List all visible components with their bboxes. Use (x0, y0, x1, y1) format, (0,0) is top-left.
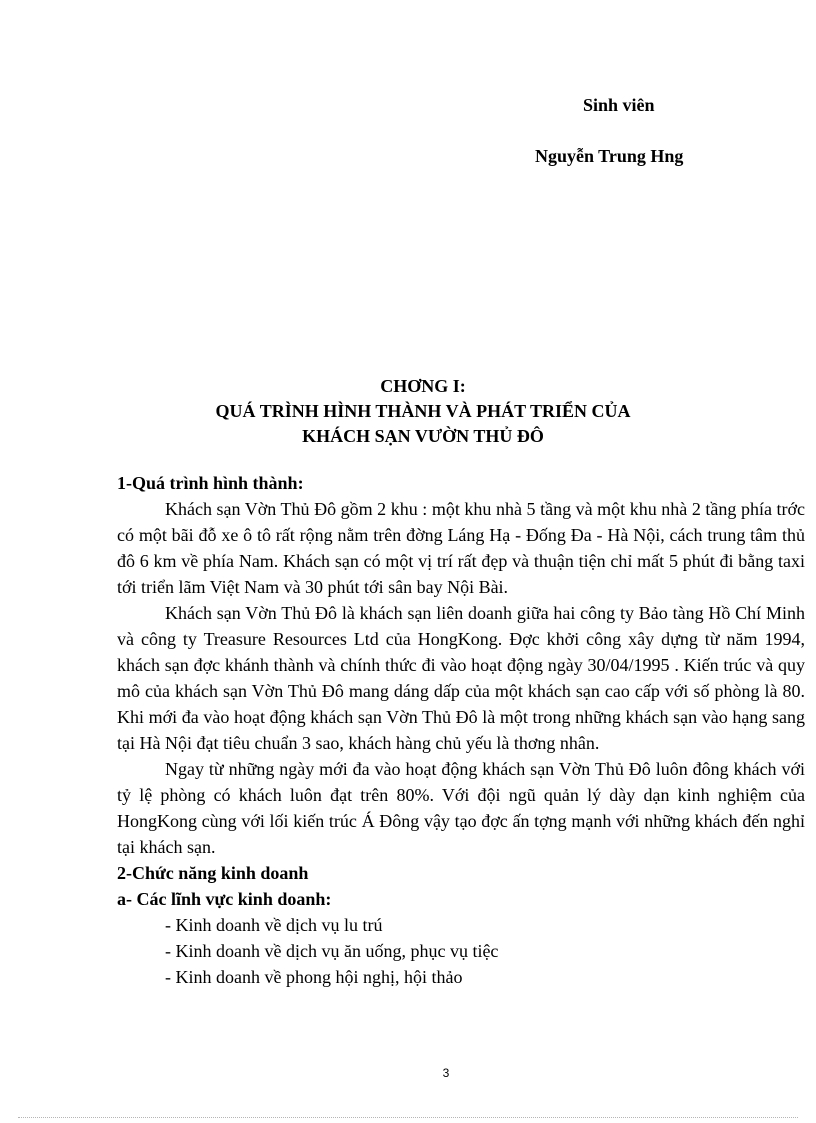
body-content (117, 470, 805, 990)
chapter-title-line-1: QUÁ TRÌNH HÌNH THÀNH VÀ PHÁT TRIỂN CỦA (215, 401, 631, 421)
page-number: 3 (442, 1066, 450, 1080)
list-item: - Kinh doanh về phong hội nghị, hội thảo (165, 967, 463, 987)
section-2-heading: 2-Chức năng kinh doanh (117, 863, 309, 883)
chapter-title-line-2: KHÁCH SẠN VƯỜN THỦ ĐÔ (302, 426, 544, 446)
signature-role: Sinh viên (583, 95, 655, 115)
list-item: - Kinh doanh về dịch vụ lu trú (165, 915, 383, 935)
paragraph: Ngay từ những ngày mới đa vào hoạt động khách sạn Vờn Thủ Đô luôn đông khách với tỷ lệ phòng có khách luôn đạt trên 80%. Với đội ngũ quản lý dày dạn kinh nghiệm của HongKong cùng với lối kiến trúc Á Đông vậy tạo đợc ấn tợng mạnh với những khách đến nghỉ tại khách sạn. (117, 759, 805, 857)
paragraph: Khách sạn Vờn Thủ Đô gồm 2 khu : một khu nhà 5 tầng và một khu nhà 2 tầng phía trớc có một bãi đỗ xe ô tô rất rộng nằm trên đờng Láng Hạ - Đống Đa - Hà Nội, cách trung tâm thủ đô 6 km về phía Nam. Khách sạn có một vị trí rất đẹp và thuận tiện chỉ mất 5 phút đi bằng taxi tới triển lãm Việt Nam và 30 phút tới sân bay Nội Bài. (117, 499, 805, 597)
paragraph: Khách sạn Vờn Thủ Đô là khách sạn liên doanh giữa hai công ty Bảo tàng Hồ Chí Minh và công ty Treasure Resources Ltd của HongKong. Đợc khởi công xây dựng từ năm 1994, khách sạn đợc khánh thành và chính thức đi vào hoạt động ngày 30/04/1995 . Kiến trúc và quy mô của khách sạn Vờn Thủ Đô mang dáng dấp của một khách sạn cao cấp với số phòng là 80. Khi mới đa vào hoạt động khách sạn Vờn Thủ Đô là một trong những khách sạn vào hạng sang tại Hà Nội đạt tiêu chuẩn 3 sao, khách hàng chủ yếu là thơng nhân. (117, 603, 805, 753)
section-1-heading: 1-Quá trình hình thành: (117, 473, 304, 493)
chapter-number: CHƠNG I: (380, 376, 466, 396)
page-bottom-divider (18, 1117, 798, 1118)
signature-name: Nguyễn Trung Hng (535, 146, 684, 166)
chapter-heading (0, 374, 816, 449)
list-item: - Kinh doanh về dịch vụ ăn uống, phục vụ tiệc (165, 941, 499, 961)
section-2a-subheading: a- Các lĩnh vực kinh doanh: (117, 889, 332, 909)
